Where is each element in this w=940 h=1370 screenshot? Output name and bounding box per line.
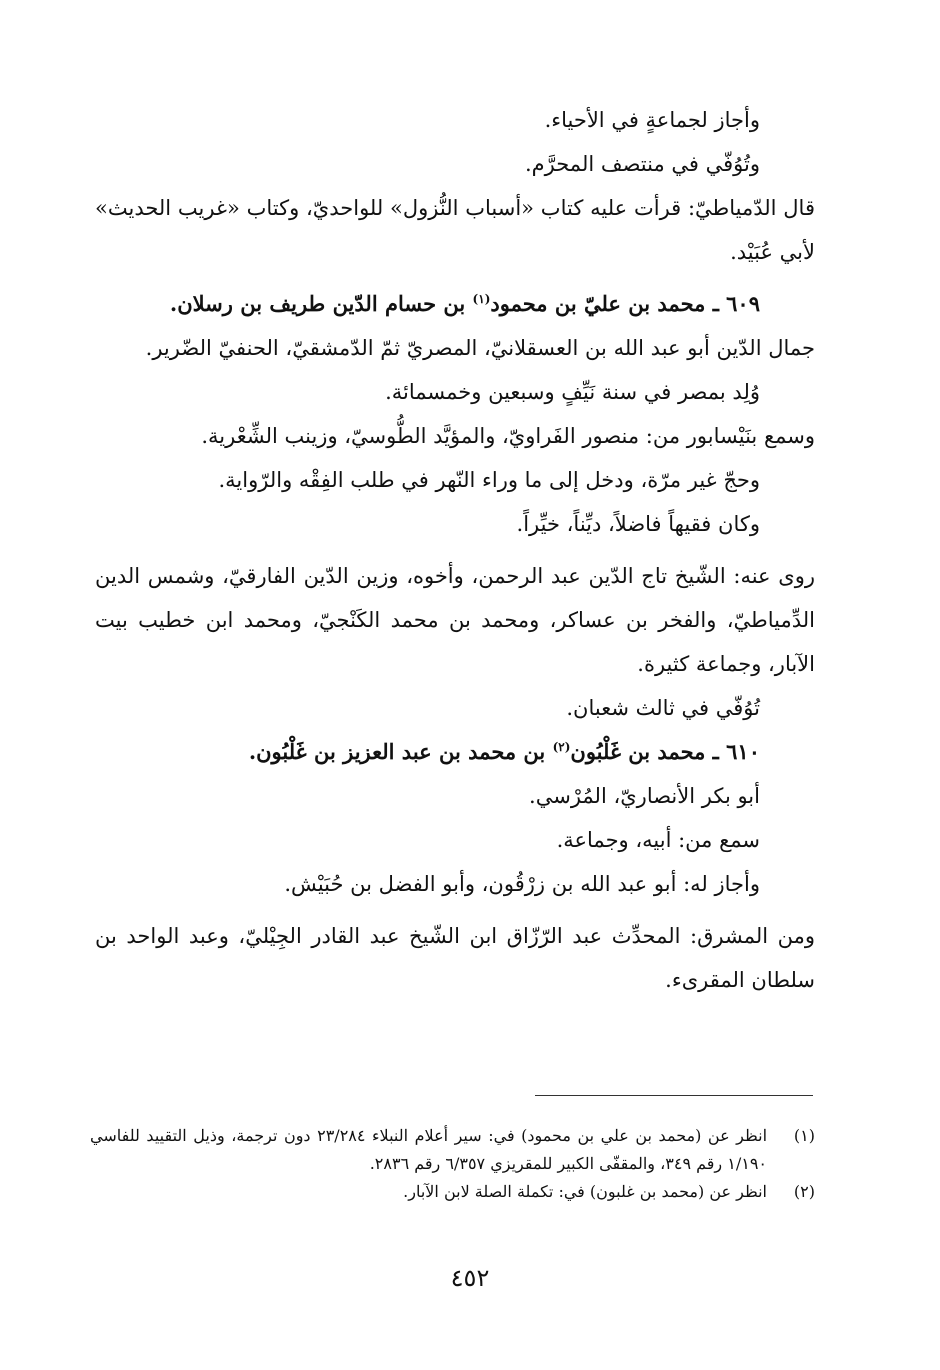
entry-title: ٦٠٩ ـ محمد بن عليّ بن محمود: [490, 291, 760, 316]
main-text: [95, 98, 815, 1002]
footnote-marker: (٢): [552, 740, 571, 754]
paragraph: وسمع بنَيْسابور من: منصور الفَراويّ، والمؤيَّد الطُّوسيّ، وزينب الشِّعْرية.: [201, 424, 815, 448]
entry-title-continued: بن حسام الدّين طريف بن رسلان.: [169, 291, 473, 316]
footnotes: [90, 1122, 815, 1206]
entry-title-continued: بن محمد بن عبد العزيز بن غَلْبُون.: [248, 739, 553, 764]
paragraph: سمع من: أبيه، وجماعة.: [556, 828, 760, 852]
footnote-number: (٢): [793, 1182, 815, 1201]
paragraph: تُوُفّي في ثالث شعبان.: [566, 696, 760, 720]
paragraph: وحجّ غير مرّة، ودخل إلى ما وراء النّهر في طلب الفِقْه والرّواية.: [218, 468, 760, 492]
footnote-divider: [535, 1095, 813, 1096]
entry-heading-610: [95, 730, 815, 774]
footnote-text: انظر عن (محمد بن علي بن محمود) في: سير أعلام النبلاء ٢٣/٢٨٤ دون ترجمة، وذيل التقييد للفاسي ١/١٩٠ رقم ٣٤٩، والمقفّى الكبير للمقريزي ٦/٣٥٧ رقم ٢٨٣٦.: [90, 1126, 768, 1173]
entry-title: ٦١٠ ـ محمد بن غَلْبُون: [570, 739, 760, 764]
page-number: ٤٥٢: [450, 1264, 490, 1292]
paragraph: روى عنه: الشّيخ تاج الدّين عبد الرحمن، وأخوه، وزين الدّين الفارقيّ، وشمس الدين الدِّمياطيّ، والفخر بن عساكر، ومحمد بن محمد الكَنْجيّ، ومحمد ابن خطيب بيت الآبار، وجماعة كثيرة.: [95, 564, 815, 676]
footnote: [90, 1122, 815, 1178]
paragraph: وأجاز لجماعةٍ في الأحياء.: [544, 108, 760, 132]
footnote-number: (١): [793, 1126, 815, 1145]
entry-heading-609: [95, 282, 815, 326]
paragraph: جمال الدّين أبو عبد الله بن العسقلانيّ، المصريّ ثمّ الدّمشقيّ، الحنفيّ الضّرير.: [145, 336, 815, 360]
footnote: [90, 1178, 815, 1206]
paragraph: وتُوُفّي في منتصف المحرَّم.: [524, 152, 760, 176]
paragraph: وُلِد بمصر في سنة نَيِّفٍ وسبعين وخمسمائة.: [385, 380, 760, 404]
footnote-text: انظر عن (محمد بن غلبون) في: تكملة الصلة لابن الآبار.: [403, 1182, 767, 1201]
paragraph: أبو بكر الأنصاريّ، المُرْسي.: [529, 784, 760, 808]
paragraph: ومن المشرق: المحدِّث عبد الرّزّاق ابن الشّيخ عبد القادر الجِيْليّ، وعبد الواحد بن سلطان المقرىء.: [95, 924, 815, 992]
paragraph: وكان فقيهاً فاضلاً، ديِّناً، خيِّراً.: [516, 512, 760, 536]
paragraph: قال الدّمياطيّ: قرأت عليه كتاب «أسباب النُّزول» للواحديّ، وكتاب «غريب الحديث» لأبي عُبَيْد.: [95, 196, 815, 264]
footnote-marker: (١): [472, 292, 491, 306]
paragraph: وأجاز له: أبو عبد الله بن زرْقُون، وأبو الفضل بن حُبَيْش.: [284, 872, 760, 896]
